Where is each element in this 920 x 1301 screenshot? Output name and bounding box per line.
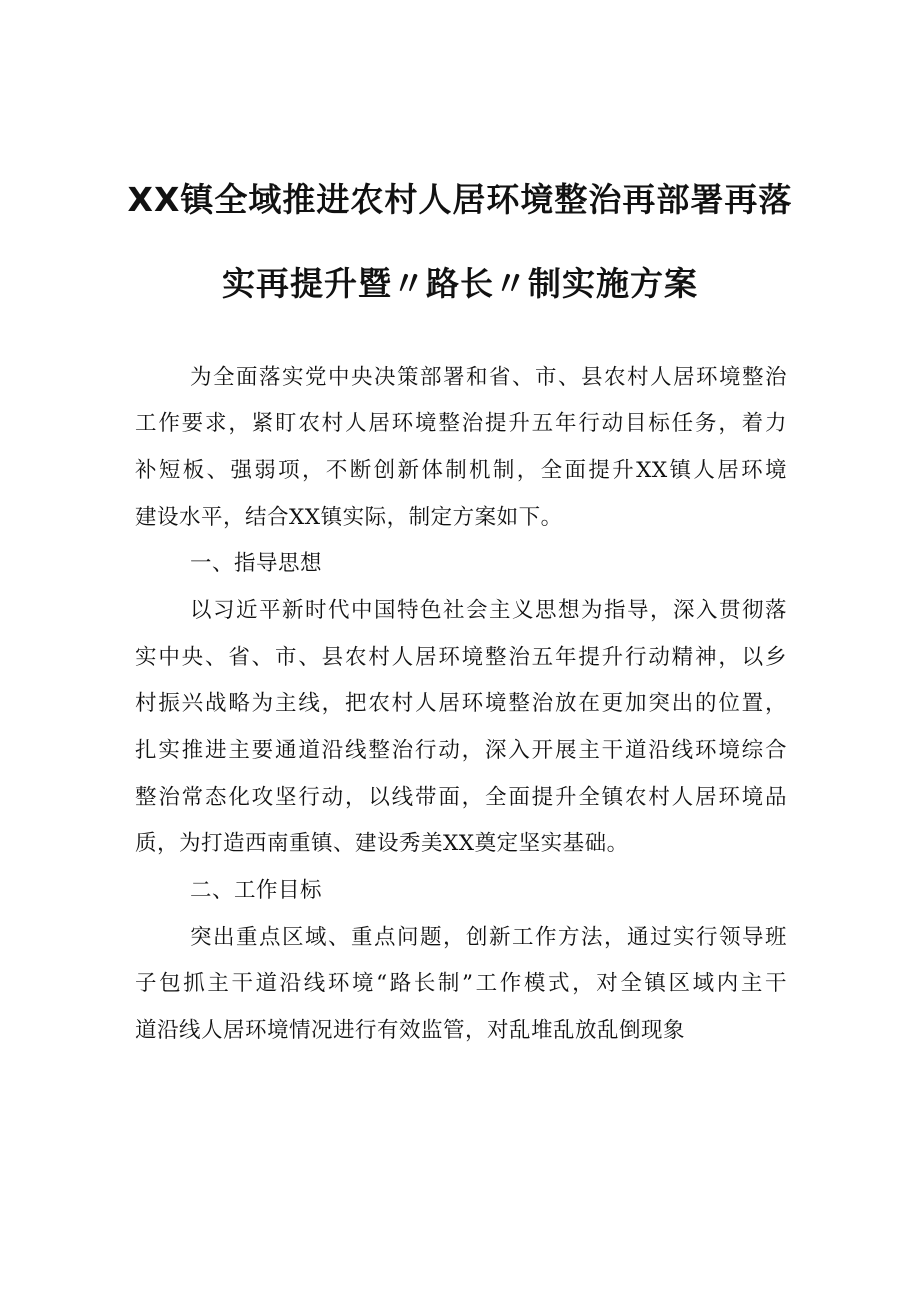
- intro-paragraph-line-1: 为全面落实党中央决策部署和省、市、县农村人居环境整治: [190, 365, 787, 390]
- document-title-line-2: 实再提升暨〃路长〃制实施方案: [222, 264, 698, 303]
- section-1-line-5: 整治常态化攻坚行动，以线带面，全面提升全镇农村人居环境品: [135, 785, 787, 810]
- intro-paragraph-line-2: 工作要求，紧盯农村人居环境整治提升五年行动目标任务，着力: [135, 411, 787, 436]
- intro-paragraph-line-3: 补短板、强弱项，不断创新体制机制，全面提升XX镇人居环境: [135, 458, 787, 483]
- document-title-line-1: XX镇全域推进农村人居环境整治再部署再落: [127, 180, 793, 219]
- intro-paragraph-line-4: 建设水平，结合XX镇实际，制定方案如下。: [135, 505, 563, 530]
- section-1-line-4: 扎实推进主要通道沿线整治行动，深入开展主干道沿线环境综合: [135, 738, 787, 763]
- section-1-line-2: 实中央、省、市、县农村人居环境整治五年提升行动精神，以乡: [135, 645, 787, 670]
- section-2-heading: 二、工作目标: [190, 878, 323, 903]
- section-1-line-3: 村振兴战略为主线，把农村人居环境整治放在更加突出的位置，: [135, 691, 787, 716]
- section-1-heading: 一、指导思想: [190, 551, 323, 576]
- section-1-line-1: 以习近平新时代中国特色社会主义思想为指导，深入贯彻落: [190, 598, 787, 623]
- section-2-line-1: 突出重点区域、重点问题，创新工作方法，通过实行领导班: [190, 925, 787, 950]
- section-1-line-6: 质，为打造西南重镇、建设秀美XX奠定坚实基础。: [135, 831, 629, 856]
- section-2-line-2: 子包抓主干道沿线环境“路长制”工作模式，对全镇区域内主干: [135, 971, 787, 996]
- section-2-line-3: 道沿线人居环境情况进行有效监管，对乱堆乱放乱倒现象: [135, 1018, 686, 1043]
